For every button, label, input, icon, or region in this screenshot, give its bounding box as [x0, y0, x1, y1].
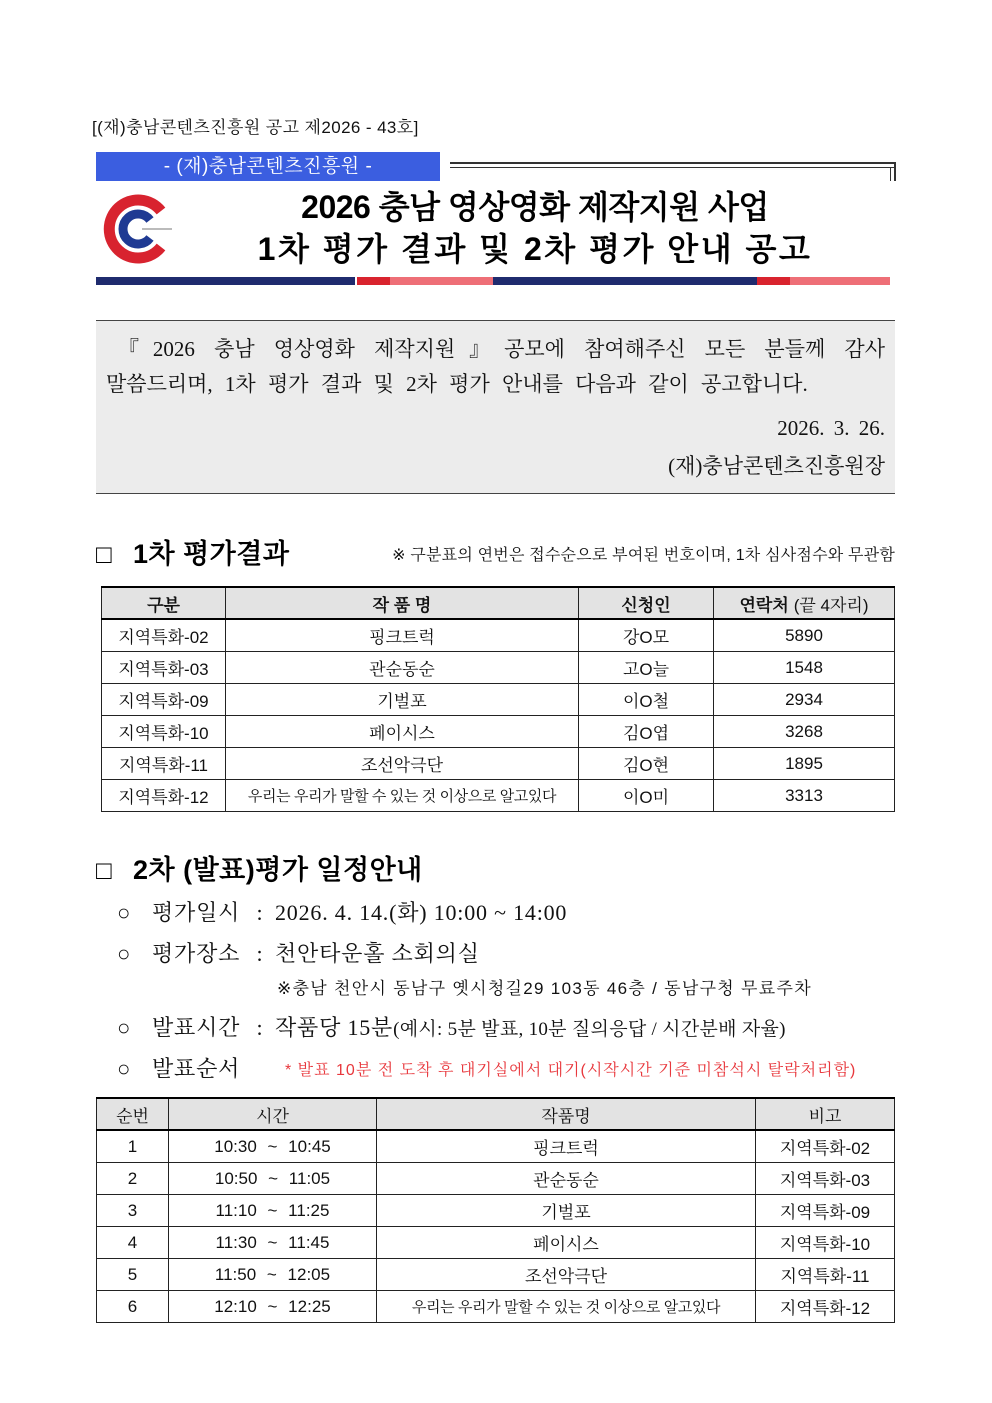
cell-order: 1 [97, 1130, 169, 1163]
cell-time: 12:10 ~ 12:25 [169, 1291, 377, 1323]
checkbox-square-icon: □ [96, 855, 112, 885]
cell-category: 지역특화-03 [102, 652, 226, 684]
cell-applicant: 고O늘 [579, 652, 714, 684]
table-row [102, 652, 895, 684]
header-category: 구분 [102, 587, 226, 619]
item-label: 발표순서 [152, 1056, 241, 1081]
org-banner: - (재)충남콘텐츠진흥원 - [96, 152, 440, 181]
cell-applicant: 이O미 [579, 780, 714, 812]
title-color-bar [96, 277, 890, 285]
cell-contact: 3268 [714, 716, 895, 748]
color-bar-navy-segment [493, 277, 757, 285]
cell-contact: 2934 [714, 684, 895, 716]
cell-order: 5 [97, 1259, 169, 1291]
table-row [97, 1227, 895, 1259]
item-label: 평가일시 [152, 900, 241, 925]
cell-category: 지역특화-12 [102, 780, 226, 812]
color-bar-pink-segment [390, 277, 493, 285]
table-row [97, 1163, 895, 1195]
section-1-note: ※ 구분표의 연번은 접수순으로 부여된 번호이며, 1차 심사점수와 무관함 [392, 547, 895, 564]
notice-number: [(재)충남콘텐츠진흥원 공고 제2026 - 43호] [92, 118, 419, 137]
arrival-warning-note: * 발표 10분 전 도착 후 대기실에서 대기(시작시간 기준 미참석시 탈락처리함) [285, 1062, 857, 1079]
evaluation-result-table [101, 586, 895, 812]
page-title-line-2: 1차 평가 결과 및 2차 평가 안내 공고 [257, 231, 813, 267]
cell-work-title: 조선악극단 [377, 1259, 756, 1291]
table-row [102, 780, 895, 812]
schedule-item-date [117, 899, 567, 927]
notice-date: 2026. 3. 26. [777, 416, 885, 440]
intro-text-line-1: 『2026 충남 영상영화 제작지원』공모에 참여해주신 모든 분들께 감사 [118, 337, 885, 361]
schedule-item-place [117, 940, 480, 968]
cell-work-title: 기벌포 [226, 684, 579, 716]
cell-work-title: 조선악극단 [226, 748, 579, 780]
cell-order: 3 [97, 1195, 169, 1227]
cell-remarks: 지역특화-02 [756, 1130, 895, 1163]
cell-applicant: 이O철 [579, 684, 714, 716]
cell-applicant: 김O엽 [579, 716, 714, 748]
section-2-heading [96, 854, 423, 886]
item-value: 2026. 4. 14.(화) 10:00 ~ 14:00 [275, 900, 568, 925]
table-header-row [97, 1098, 895, 1130]
cell-work-title: 페이시스 [226, 716, 579, 748]
table-row [102, 748, 895, 780]
header-work-title: 작품명 [377, 1098, 756, 1130]
item-separator: : [256, 1015, 264, 1040]
cell-applicant: 김O현 [579, 748, 714, 780]
cell-work-title: 기벌포 [377, 1195, 756, 1227]
schedule-item-duration [117, 1014, 786, 1044]
table-row [97, 1130, 895, 1163]
checkbox-square-icon: □ [96, 539, 112, 569]
item-value: 천안타운홀 소회의실 [275, 941, 480, 966]
header-order: 순번 [97, 1098, 169, 1130]
cell-remarks: 지역특화-03 [756, 1163, 895, 1195]
cell-contact: 1895 [714, 748, 895, 780]
table-row [102, 619, 895, 652]
cell-time: 11:50 ~ 12:05 [169, 1259, 377, 1291]
color-bar-pink-segment [790, 277, 890, 285]
cell-time: 10:50 ~ 11:05 [169, 1163, 377, 1195]
item-value: 작품당 15분 [275, 1015, 394, 1040]
table-row [102, 716, 895, 748]
logo-grey-line [142, 228, 172, 230]
circle-bullet-icon: ○ [117, 941, 131, 966]
cell-work-title: 우리는 우리가 말할 수 있는 것 이상으로 알고있다 [377, 1291, 756, 1323]
header-contact [714, 587, 895, 619]
header-work-title: 작 품 명 [226, 587, 579, 619]
decorative-line-end-inner [890, 168, 891, 181]
cell-order: 2 [97, 1163, 169, 1195]
cell-work-title: 관순동순 [377, 1163, 756, 1195]
color-bar-red-segment [757, 277, 790, 285]
item-separator: : [256, 900, 264, 925]
item-separator: : [256, 941, 264, 966]
intro-text-line-2: 말씀드리며, 1차 평가 결과 및 2차 평가 안내를 다음과 같이 공고합니다. [106, 372, 808, 396]
circle-bullet-icon: ○ [117, 1015, 131, 1040]
decorative-double-line [450, 162, 896, 168]
cell-contact: 5890 [714, 619, 895, 652]
cell-work-title: 관순동순 [226, 652, 579, 684]
schedule-item-order [117, 1055, 856, 1085]
color-bar-navy-segment [96, 277, 355, 285]
section-1-title: 1차 평가결과 [133, 539, 290, 569]
table-header-row [102, 587, 895, 619]
cell-work-title: 핑크트럭 [226, 619, 579, 652]
circle-bullet-icon: ○ [117, 900, 131, 925]
cell-contact: 1548 [714, 652, 895, 684]
header-contact-label: 연락처 [739, 595, 789, 615]
cell-work-title: 우리는 우리가 말할 수 있는 것 이상으로 알고있다 [226, 780, 579, 812]
section-2-title: 2차 (발표)평가 일정안내 [133, 855, 423, 885]
presentation-schedule-table [96, 1097, 895, 1323]
item-detail: (예시: 5분 발표, 10분 질의응답 / 시간분배 자율) [393, 1019, 786, 1040]
cell-contact: 3313 [714, 780, 895, 812]
cell-applicant: 강O모 [579, 619, 714, 652]
cell-order: 4 [97, 1227, 169, 1259]
cell-work-title: 핑크트럭 [377, 1130, 756, 1163]
header-applicant: 신청인 [579, 587, 714, 619]
decorative-line-end [894, 162, 896, 181]
cell-order: 6 [97, 1291, 169, 1323]
cell-remarks: 지역특화-12 [756, 1291, 895, 1323]
cell-remarks: 지역특화-11 [756, 1259, 895, 1291]
cell-category: 지역특화-02 [102, 619, 226, 652]
address-note: ※충남 천안시 동남구 옛시청길29 103동 46층 / 동남구청 무료주차 [277, 979, 812, 998]
color-bar-red-segment [357, 277, 390, 285]
item-label: 평가장소 [152, 941, 241, 966]
cell-remarks: 지역특화-09 [756, 1195, 895, 1227]
org-logo [98, 193, 178, 265]
table-row [102, 684, 895, 716]
table-row [97, 1291, 895, 1323]
header-remarks: 비고 [756, 1098, 895, 1130]
table-row [97, 1259, 895, 1291]
cell-time: 11:30 ~ 11:45 [169, 1227, 377, 1259]
header-time: 시간 [169, 1098, 377, 1130]
header-contact-suffix: (끝 4자리) [793, 595, 869, 615]
notice-signer: (재)충남콘텐츠진흥원장 [668, 454, 885, 478]
circle-bullet-icon: ○ [117, 1056, 131, 1081]
cell-category: 지역특화-10 [102, 716, 226, 748]
table-row [97, 1195, 895, 1227]
cell-remarks: 지역특화-10 [756, 1227, 895, 1259]
section-1-heading [96, 538, 289, 570]
cell-work-title: 페이시스 [377, 1227, 756, 1259]
page-title-line-1: 2026 충남 영상영화 제작지원 사업 [301, 189, 769, 225]
cell-time: 10:30 ~ 10:45 [169, 1130, 377, 1163]
intro-box [96, 320, 895, 494]
cell-category: 지역특화-11 [102, 748, 226, 780]
item-label: 발표시간 [152, 1015, 241, 1040]
cell-category: 지역특화-09 [102, 684, 226, 716]
cell-time: 11:10 ~ 11:25 [169, 1195, 377, 1227]
